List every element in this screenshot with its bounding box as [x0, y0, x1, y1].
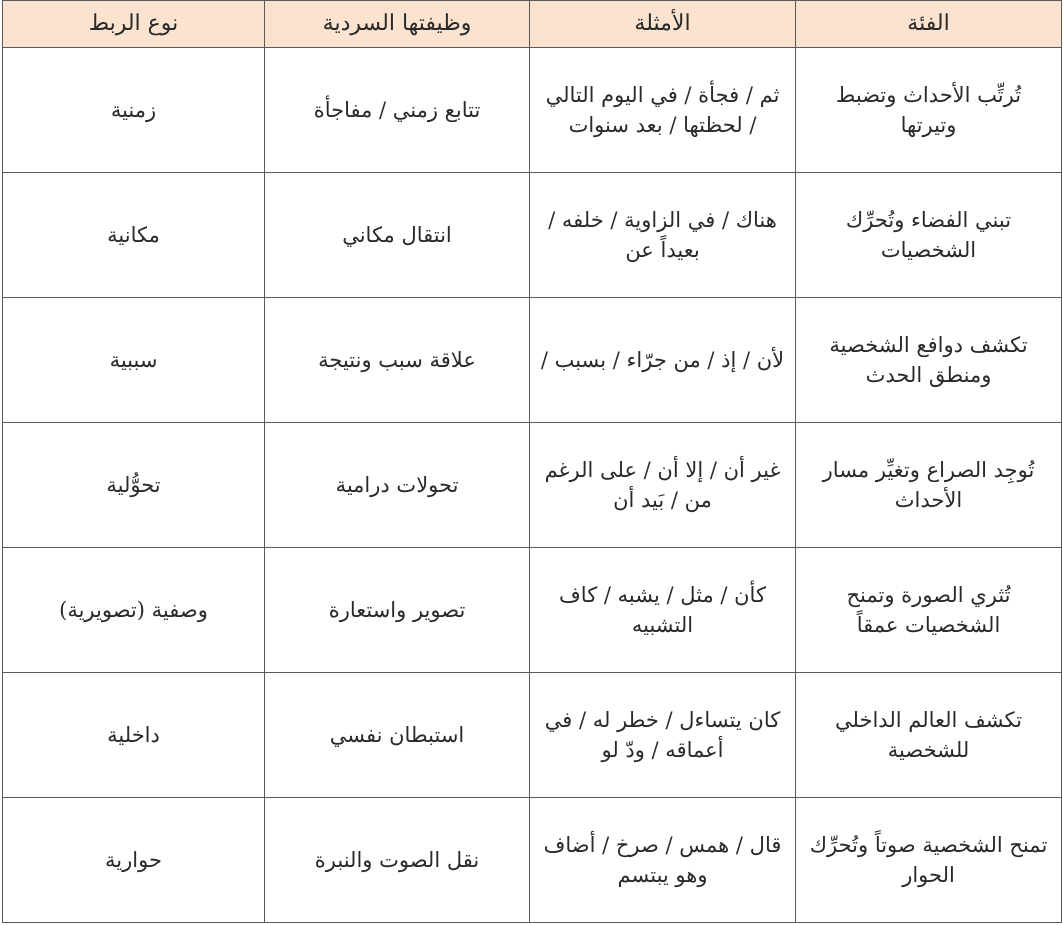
- table-row: [3, 298, 1062, 423]
- table-row: [3, 48, 1062, 173]
- cell-examples: غير أن / إلا أن / على الرغم من / بَيد أن: [530, 423, 796, 548]
- cell-function: نقل الصوت والنبرة: [265, 798, 530, 923]
- cell-function: تصوير واستعارة: [265, 548, 530, 673]
- cell-function: استبطان نفسي: [265, 673, 530, 798]
- cell-type: زمنية: [3, 48, 265, 173]
- header-type: نوع الربط: [3, 1, 265, 48]
- cell-examples: ثم / فجأة / في اليوم التالي / لحظتها / بعد سنوات: [530, 48, 796, 173]
- header-examples: الأمثلة: [530, 1, 796, 48]
- cell-type: وصفية (تصويرية): [3, 548, 265, 673]
- narrative-connectors-table: [2, 0, 1062, 923]
- cell-examples: كأن / مثل / يشبه / كاف التشبيه: [530, 548, 796, 673]
- cell-type: حوارية: [3, 798, 265, 923]
- cell-category: تكشف العالم الداخلي للشخصية: [796, 673, 1062, 798]
- cell-type: داخلية: [3, 673, 265, 798]
- table-row: [3, 673, 1062, 798]
- cell-category: تُرتِّب الأحداث وتضبط وتيرتها: [796, 48, 1062, 173]
- cell-function: تحولات درامية: [265, 423, 530, 548]
- cell-category: تمنح الشخصية صوتاً وتُحرِّك الحوار: [796, 798, 1062, 923]
- header-row: [3, 1, 1062, 48]
- table-row: [3, 548, 1062, 673]
- cell-category: تُثري الصورة وتمنح الشخصيات عمقاً: [796, 548, 1062, 673]
- cell-category: تُوجِد الصراع وتغيِّر مسار الأحداث: [796, 423, 1062, 548]
- header-category: الفئة: [796, 1, 1062, 48]
- cell-function: انتقال مكاني: [265, 173, 530, 298]
- cell-examples: هناك / في الزاوية / خلفه / بعيداً عن: [530, 173, 796, 298]
- table-row: [3, 423, 1062, 548]
- cell-function: علاقة سبب ونتيجة: [265, 298, 530, 423]
- cell-category: تكشف دوافع الشخصية ومنطق الحدث: [796, 298, 1062, 423]
- cell-examples: كان يتساءل / خطر له / في أعماقه / ودّ لو: [530, 673, 796, 798]
- table-row: [3, 173, 1062, 298]
- cell-type: مكانية: [3, 173, 265, 298]
- table-row: [3, 798, 1062, 923]
- cell-examples: قال / همس / صرخ / أضاف وهو يبتسم: [530, 798, 796, 923]
- cell-type: تحوُّلية: [3, 423, 265, 548]
- cell-examples: لأن / إذ / من جرّاء / بسبب /: [530, 298, 796, 423]
- cell-category: تبني الفضاء وتُحرِّك الشخصيات: [796, 173, 1062, 298]
- cell-type: سببية: [3, 298, 265, 423]
- header-function: وظيفتها السردية: [265, 1, 530, 48]
- cell-function: تتابع زمني / مفاجأة: [265, 48, 530, 173]
